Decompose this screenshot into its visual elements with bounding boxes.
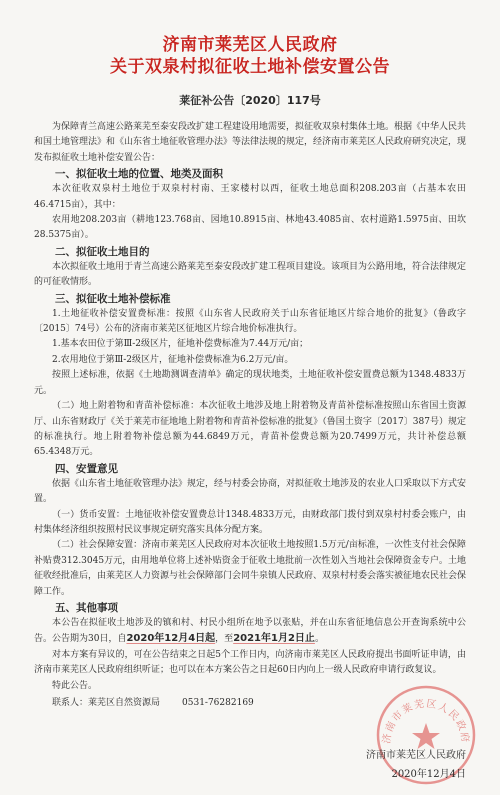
section-5-paragraph-3: 特此公告。 [52, 680, 98, 691]
document-number: 莱征补公告〔2020〕117号 [179, 94, 321, 107]
document-title [34, 34, 466, 78]
contact-label: 联系人：莱芜区自然资源局 [52, 698, 161, 708]
section-4-heading: 四、安置意见 [55, 462, 118, 475]
publication-start-date: 2020年12月4日起 [126, 633, 216, 645]
publication-end-date: 2021年1月2日止 [233, 633, 315, 645]
publication-text-c: 。 [314, 634, 324, 645]
section-4-paragraph-2: （一）货币安置：土地征收补偿安置费总计1348.4833万元，由财政部门拨付到双泉村村委会账户，由村集体经济组织按照村民议事规定研究落实具体分配方案。 [34, 509, 466, 535]
section-3-paragraph-1: 1.土地征收补偿安置费标准：按照《山东省人民政府关于山东省征地区片综合地价的批复》（鲁政字〔2015〕74号）公布的济南市莱芜区征地区片综合地价标准执行。 [34, 308, 466, 335]
publication-text-a: 本公告在拟征收土地涉及的镇和村、村民小组所在地予以张贴，并在山东省征地信息公开查询系统中公告。公告期为30日，自 [34, 617, 466, 645]
section-3-paragraph-5: （二）地上附着物和青苗补偿标准：本次征收土地涉及地上附着物及青苗补偿标准按照山东省国土资源厅、山东省财政厅《关于莱芜市征地地上附着物和青苗补偿标准的批复》（鲁国土资字〔2017〕387号）规定的标准执行。地上附着物补偿总额为44.6849万元，青苗补偿费总额为20.7499万元，共计补偿总额65.4348万元。 [34, 401, 466, 458]
title-line-1: 济南市莱芜区人民政府 [162, 35, 338, 55]
title-line-2: 关于双泉村拟征收土地补偿安置公告 [110, 57, 390, 77]
section-2-paragraph-1: 本次拟征收土地用于青兰高速公路莱芜至泰安段改扩建工程项目建设。该项目为公路用地，符合法律规定的可征收情形。 [34, 261, 467, 288]
signing-date: 2020年12月4日 [391, 769, 466, 780]
section-1-paragraph-2: 农用地208.203亩（耕地123.768亩、园地10.8915亩、林地43.4085亩、农村道路1.5975亩、田坎28.5375亩）。 [34, 215, 466, 241]
section-5-heading: 五、其他事项 [55, 601, 118, 614]
section-4-paragraph-1: 依据《山东省土地征收管理办法》规定，经与村委会协商，对拟征收土地涉及的农业人口采取以下方式安置。 [34, 478, 467, 505]
publication-text-b: ，至 [215, 634, 234, 645]
section-2-heading: 二、拟征收土地目的 [55, 245, 150, 258]
section-3-paragraph-2: 1.基本农田位于第Ⅲ-2级区片，征地补偿费标准为7.44万元/亩； [52, 339, 309, 350]
section-1-paragraph-1: 本次征收双泉村土地位于双泉村村南、王家楼村以西，征收土地总面积208.203亩（占基本农田46.4715亩），其中： [34, 184, 466, 210]
section-3-heading: 三、拟征收土地补偿标准 [55, 292, 171, 305]
contact-phone: 0531-76282169 [182, 698, 254, 708]
intro-paragraph: 为保障青兰高速公路莱芜至泰安段改扩建工程建设用地需要，拟征收双泉村集体土地。根据《中华人民共和国土地管理法》和《山东省土地征收管理办法》等法律法规的规定，经济南市莱芜区人民政府研究决定，现发布拟征收土地补偿安置公告： [34, 122, 467, 163]
seal-text: 济南市莱芜区人民政府 [381, 698, 471, 745]
section-5-paragraph-1 [34, 616, 466, 648]
section-3-paragraph-3: 2.农用地位于第Ⅲ-2级区片，征地补偿费标准为6.2万元/亩。 [52, 354, 294, 365]
section-3-paragraph-4: 按照上述标准，依据《土地勘测调查清单》确定的现状地类，土地征收补偿安置费总额为1348.4833万元。 [34, 370, 466, 396]
signing-organization: 济南市莱芜区人民政府 [366, 750, 466, 761]
section-5-paragraph-2: 对本方案有异议的，可在公告结束之日起5个工作日内，向济南市莱芜区人民政府提出书面听证申请，由济南市莱芜区人民政府组织听证；也可以在本方案公告之日起60日内向上一级人民政府申请行政复议。 [34, 649, 466, 676]
section-1-heading: 一、拟征收土地的位置、地类及面积 [55, 168, 223, 181]
section-4-paragraph-3: （二）社会保障安置：济南市莱芜区人民政府对本次征收土地按照1.5万元/亩标准，一次性支付社会保障补贴费312.3045万元，由用地单位将上述补贴资金于征收土地批前一次性划入当地社会保障资金专户。土地征收经批准后，由莱芜区人力资源与社会保障部门会同牛泉镇人民政府、双泉村村委会落实被征地农民社会保障工作。 [34, 540, 467, 597]
signature-block [366, 746, 466, 784]
